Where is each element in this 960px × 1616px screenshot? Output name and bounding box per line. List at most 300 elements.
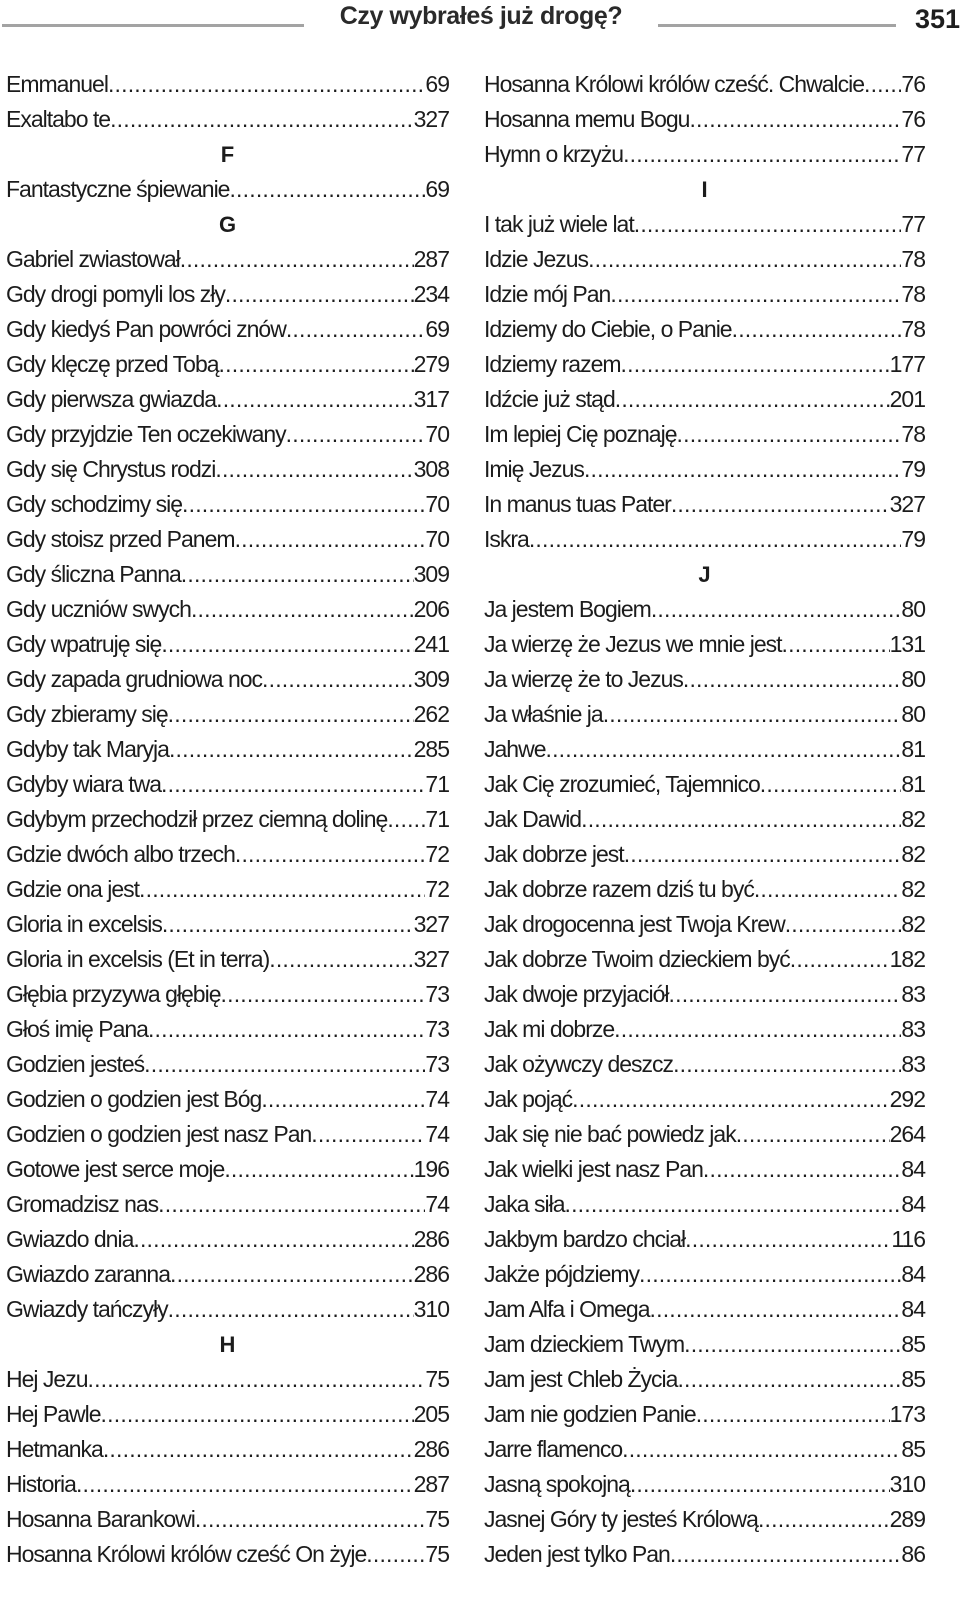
entry-page-number: 173 — [889, 1401, 925, 1427]
dot-leader — [162, 911, 414, 938]
dot-leader — [269, 946, 413, 973]
dot-leader — [168, 701, 414, 728]
index-entry — [6, 977, 449, 1012]
entry-page-number: 287 — [413, 246, 449, 272]
entry-title: Jakże pójdziemy — [484, 1261, 640, 1287]
index-entry — [6, 1082, 449, 1117]
index-entry — [484, 1152, 925, 1187]
entry-page-number: 182 — [889, 946, 925, 972]
header-rule-right — [658, 24, 896, 27]
index-entry — [484, 1432, 925, 1467]
entry-page-number: 76 — [901, 106, 925, 132]
dot-leader — [760, 771, 902, 798]
entry-title: Jak wielki jest nasz Pan — [484, 1156, 703, 1182]
dot-leader — [621, 351, 890, 378]
index-entry — [6, 382, 449, 417]
dot-leader — [545, 736, 901, 763]
entry-title: Gdy uczniów swych — [6, 596, 191, 622]
entry-page-number: 83 — [901, 1051, 925, 1077]
dot-leader — [529, 526, 902, 553]
dot-leader — [170, 1261, 414, 1288]
dot-leader — [169, 736, 414, 763]
dot-leader — [703, 1156, 902, 1183]
entry-title: Hej Pawle — [6, 1401, 101, 1427]
dot-leader — [87, 1366, 425, 1393]
index-entry — [6, 802, 449, 837]
entry-title: Hymn o krzyżu — [484, 141, 624, 167]
entry-page-number: 75 — [425, 1366, 449, 1392]
index-entry — [6, 347, 449, 382]
dot-leader — [651, 596, 902, 623]
entry-page-number: 310 — [889, 1471, 925, 1497]
entry-title: Jak dobrze Twoim dzieckiem być — [484, 946, 790, 972]
entry-title: Godzien jesteś — [6, 1051, 145, 1077]
index-entry — [6, 1187, 449, 1222]
entry-title: Gdy pierwsza gwiazda — [6, 386, 217, 412]
entry-page-number: 72 — [425, 876, 449, 902]
index-entry — [484, 627, 925, 662]
entry-page-number: 82 — [901, 841, 925, 867]
dot-leader — [790, 946, 890, 973]
index-entry — [484, 312, 925, 347]
index-entry — [484, 1187, 925, 1222]
dot-leader — [235, 841, 426, 868]
index-entry — [484, 732, 925, 767]
entry-page-number: 82 — [901, 806, 925, 832]
dot-leader — [623, 141, 901, 168]
index-entry — [6, 1292, 449, 1327]
index-entry — [484, 697, 925, 732]
entry-page-number: 75 — [425, 1541, 449, 1567]
dot-leader — [195, 1506, 426, 1533]
entry-title: Jak Cię zrozumieć, Tajemnico — [484, 771, 760, 797]
dot-leader — [650, 1296, 902, 1323]
dot-leader — [785, 911, 902, 938]
entry-page-number: 73 — [425, 981, 449, 1007]
index-entry — [484, 802, 925, 837]
entry-page-number: 264 — [889, 1121, 925, 1147]
entry-page-number: 201 — [889, 386, 925, 412]
dot-leader — [366, 1541, 425, 1568]
entry-title: Jasną spokojną — [484, 1471, 630, 1497]
entry-title: Jak pojąć — [484, 1086, 573, 1112]
page-number: 351 — [914, 4, 960, 34]
dot-leader — [261, 1086, 425, 1113]
entry-page-number: 309 — [413, 561, 449, 587]
entry-page-number: 196 — [413, 1156, 449, 1182]
entry-page-number: 78 — [901, 421, 925, 447]
dot-leader — [630, 1471, 890, 1498]
index-entry — [6, 1432, 449, 1467]
index-entry — [6, 312, 449, 347]
dot-leader — [622, 1436, 901, 1463]
entry-title: Emmanuel — [6, 71, 108, 97]
index-column-left — [6, 67, 449, 1572]
dot-leader — [286, 316, 426, 343]
dot-leader — [670, 1541, 902, 1568]
index-entry — [484, 1047, 925, 1082]
entry-title: Gwiazdo dnia — [6, 1226, 134, 1252]
entry-page-number: 205 — [413, 1401, 449, 1427]
entry-title: Idzie Jezus — [484, 246, 589, 272]
dot-leader — [161, 771, 425, 798]
entry-page-number: 74 — [425, 1191, 449, 1217]
dot-leader — [180, 246, 414, 273]
entry-title: Jam nie godzien Panie — [484, 1401, 696, 1427]
dot-leader — [614, 1016, 901, 1043]
entry-page-number: 74 — [425, 1121, 449, 1147]
entry-title: Gdyby tak Maryja — [6, 736, 169, 762]
index-entry — [6, 172, 449, 207]
entry-title: Jak mi dobrze — [484, 1016, 615, 1042]
entry-page-number: 286 — [413, 1261, 449, 1287]
entry-title: Hosanna Barankowi — [6, 1506, 195, 1532]
index-entry — [484, 662, 925, 697]
index-entry — [484, 942, 925, 977]
dot-leader — [110, 106, 414, 133]
entry-page-number: 327 — [413, 946, 449, 972]
entry-title: Ja wierzę że Jezus we mnie jest — [484, 631, 782, 657]
dot-leader — [181, 561, 414, 588]
dot-leader — [610, 281, 901, 308]
entry-title: Gdy drogi pomyli los zły — [6, 281, 225, 307]
running-header — [0, 0, 960, 50]
index-entry — [6, 557, 449, 592]
index-entry — [6, 732, 449, 767]
dot-leader — [191, 596, 414, 623]
entry-title: Głębia przyzywa głębię — [6, 981, 221, 1007]
entry-title: Jak drogocenna jest Twoja Krew — [484, 911, 785, 937]
dot-leader — [584, 456, 901, 483]
entry-title: Exaltabo te — [6, 106, 111, 132]
index-entry — [484, 102, 925, 137]
entry-page-number: 85 — [901, 1366, 925, 1392]
entry-title: Gdy klęczę przed Tobą — [6, 351, 219, 377]
index-entry — [484, 67, 925, 102]
dot-leader — [144, 1051, 425, 1078]
entry-page-number: 77 — [901, 141, 925, 167]
index-entry — [6, 1257, 449, 1292]
index-entry — [484, 242, 925, 277]
entry-page-number: 78 — [901, 316, 925, 342]
dot-leader — [229, 176, 425, 203]
dot-leader — [76, 1471, 414, 1498]
running-title: Czy wybrałeś już drogę? — [339, 2, 623, 30]
dot-leader — [758, 1506, 890, 1533]
entry-page-number: 69 — [425, 176, 449, 202]
entry-title: Jasnej Góry ty jesteś Królową — [484, 1506, 758, 1532]
index-entry — [6, 487, 449, 522]
dot-leader — [603, 701, 902, 728]
dot-leader — [139, 876, 425, 903]
entry-page-number: 327 — [889, 491, 925, 517]
entry-page-number: 85 — [901, 1331, 925, 1357]
index-entry — [484, 1467, 925, 1502]
dot-leader — [225, 281, 414, 308]
index-entry — [484, 1537, 925, 1572]
entry-title: Jaka siła — [484, 1191, 565, 1217]
index-entry — [6, 837, 449, 872]
dot-leader — [782, 631, 890, 658]
entry-title: Godzien o godzien jest nasz Pan — [6, 1121, 312, 1147]
index-entry — [6, 592, 449, 627]
dot-leader — [671, 491, 890, 518]
entry-title: Gloria in excelsis (Et in terra) — [6, 946, 270, 972]
dot-leader — [168, 1296, 414, 1323]
dot-leader — [133, 1226, 413, 1253]
index-entry — [6, 417, 449, 452]
entry-page-number: 131 — [889, 631, 925, 657]
dot-leader — [108, 71, 425, 98]
section-letter: G — [218, 211, 237, 237]
dot-leader — [683, 666, 902, 693]
index-entry — [6, 942, 449, 977]
entry-title: Jeden jest tylko Pan — [484, 1541, 670, 1567]
entry-title: Idźcie już stąd — [484, 386, 615, 412]
entry-title: Gdy wpatruję się — [6, 631, 162, 657]
entry-page-number: 69 — [425, 71, 449, 97]
entry-page-number: 77 — [901, 211, 925, 237]
dot-leader — [572, 1086, 889, 1113]
dot-leader — [182, 491, 425, 518]
entry-page-number: 85 — [901, 1436, 925, 1462]
dot-leader — [221, 981, 426, 1008]
dot-leader — [685, 1226, 891, 1253]
entry-page-number: 71 — [425, 771, 449, 797]
entry-title: Gdzie dwóch albo trzech — [6, 841, 235, 867]
index-entry — [6, 627, 449, 662]
entry-page-number: 310 — [413, 1296, 449, 1322]
index-column-right — [484, 67, 925, 1572]
entry-title: Historia — [6, 1471, 76, 1497]
index-entry — [484, 1292, 925, 1327]
index-entry — [484, 1012, 925, 1047]
entry-page-number: 262 — [413, 701, 449, 727]
dot-leader — [615, 386, 890, 413]
entry-title: Jam dzieckiem Twym — [484, 1331, 685, 1357]
entry-page-number: 286 — [413, 1226, 449, 1252]
index-entry — [484, 1082, 925, 1117]
entry-page-number: 71 — [425, 806, 449, 832]
index-entry — [6, 102, 449, 137]
section-letter: I — [701, 176, 708, 202]
entry-page-number: 116 — [891, 1226, 925, 1252]
index-entry — [484, 522, 925, 557]
entry-title: I tak już wiele lat — [484, 211, 634, 237]
entry-title: Jam Alfa i Omega — [484, 1296, 650, 1322]
index-entry — [484, 1222, 925, 1257]
entry-title: Gwiazdo zaranna — [6, 1261, 170, 1287]
entry-title: Gdy schodzimy się — [6, 491, 183, 517]
index-entry — [6, 1117, 449, 1152]
entry-page-number: 70 — [425, 421, 449, 447]
dot-leader — [103, 1436, 414, 1463]
index-entry — [484, 277, 925, 312]
dot-leader — [224, 1156, 413, 1183]
section-letter: H — [219, 1331, 236, 1357]
entry-title: Idzie mój Pan — [484, 281, 611, 307]
entry-title: Im lepiej Cię poznaję — [484, 421, 677, 447]
entry-page-number: 279 — [413, 351, 449, 377]
index-entry — [484, 977, 925, 1012]
dot-leader — [216, 386, 414, 413]
entry-page-number: 317 — [413, 386, 449, 412]
index-entry — [484, 767, 925, 802]
entry-page-number: 73 — [425, 1051, 449, 1077]
index-entry — [484, 1502, 925, 1537]
index-entry — [6, 1047, 449, 1082]
entry-title: Głoś imię Pana — [6, 1016, 148, 1042]
entry-page-number: 69 — [425, 316, 449, 342]
entry-page-number: 80 — [901, 701, 925, 727]
entry-page-number: 82 — [901, 911, 925, 937]
index-entry — [484, 1327, 925, 1362]
dot-leader — [754, 876, 902, 903]
entry-title: Gloria in excelsis — [6, 911, 162, 937]
dot-leader — [588, 246, 901, 273]
entry-title: Iskra — [484, 526, 529, 552]
entry-title: Hosanna Królowi królów cześć. Chwalcie — [484, 71, 864, 97]
entry-title: Hosanna memu Bogu — [484, 106, 690, 132]
dot-leader — [624, 841, 902, 868]
entry-title: Gwiazdy tańczyły — [6, 1296, 168, 1322]
index-entry — [484, 837, 925, 872]
entry-page-number: 74 — [425, 1086, 449, 1112]
index-entry — [484, 1362, 925, 1397]
index-entry — [484, 1117, 925, 1152]
index-entry — [6, 1467, 449, 1502]
entry-title: Jakbym bardzo chciał — [484, 1226, 686, 1252]
entry-title: Jarre flamenco — [484, 1436, 623, 1462]
entry-title: Hetmanka — [6, 1436, 103, 1462]
dot-leader — [732, 316, 902, 343]
index-entry — [6, 907, 449, 942]
entry-title: Gabriel zwiastował — [6, 246, 180, 272]
index-entry — [6, 1362, 449, 1397]
index-entry — [484, 137, 925, 172]
dot-leader — [684, 1331, 901, 1358]
dot-leader — [864, 71, 901, 98]
entry-title: Jak dobrze razem dziś tu być — [484, 876, 754, 902]
dot-leader — [673, 1051, 901, 1078]
entry-title: Gotowe jest serce moje — [6, 1156, 225, 1182]
entry-title: Jak dwoje przyjaciół — [484, 981, 669, 1007]
entry-title: Gdy zapada grudniowa noc — [6, 666, 263, 692]
entry-page-number: 83 — [901, 981, 925, 1007]
index-entry — [6, 522, 449, 557]
section-letter: J — [698, 561, 711, 587]
index-entry — [6, 67, 449, 102]
entry-page-number: 72 — [425, 841, 449, 867]
dot-leader — [101, 1401, 414, 1428]
entry-page-number: 79 — [901, 456, 925, 482]
entry-title: Jak się nie bać powiedz jak — [484, 1121, 736, 1147]
dot-leader — [148, 1016, 425, 1043]
entry-page-number: 292 — [889, 1086, 925, 1112]
entry-title: Ja wierzę że to Jezus — [484, 666, 683, 692]
index-entry — [484, 452, 925, 487]
entry-page-number: 81 — [901, 771, 925, 797]
index-entry — [484, 1397, 925, 1432]
dot-leader — [158, 1191, 425, 1218]
entry-page-number: 76 — [901, 71, 925, 97]
entry-title: Fantastyczne śpiewanie — [6, 176, 230, 202]
entry-page-number: 241 — [413, 631, 449, 657]
entry-title: Gdy się Chrystus rodzi — [6, 456, 216, 482]
entry-title: Hej Jezu — [6, 1366, 88, 1392]
dot-leader — [696, 1401, 890, 1428]
index-entry — [6, 1537, 449, 1572]
entry-page-number: 84 — [901, 1261, 925, 1287]
entry-page-number: 86 — [901, 1541, 925, 1567]
index-entry — [484, 592, 925, 627]
index-entry — [6, 697, 449, 732]
dot-leader — [677, 421, 902, 448]
dot-leader — [235, 526, 426, 553]
entry-page-number: 79 — [901, 526, 925, 552]
entry-title: Idziemy razem — [484, 351, 621, 377]
entry-title: Gdyby wiara twa — [6, 771, 162, 797]
index-entry — [484, 907, 925, 942]
dot-leader — [634, 211, 902, 238]
entry-page-number: 75 — [425, 1506, 449, 1532]
index-entry — [6, 242, 449, 277]
dot-leader — [262, 666, 414, 693]
entry-title: Jahwe — [484, 736, 546, 762]
index-entry — [6, 1152, 449, 1187]
dot-leader — [689, 106, 901, 133]
index-entry — [6, 1222, 449, 1257]
index-entry — [6, 872, 449, 907]
entry-title: Ja właśnie ja — [484, 701, 603, 727]
dot-leader — [387, 806, 425, 833]
index-entry — [484, 1257, 925, 1292]
entry-page-number: 327 — [413, 106, 449, 132]
entry-title: Jak Dawid — [484, 806, 582, 832]
dot-leader — [286, 421, 426, 448]
index-entry — [6, 767, 449, 802]
index-entry — [484, 417, 925, 452]
entry-title: Jam jest Chleb Życia — [484, 1366, 678, 1392]
entry-page-number: 84 — [901, 1296, 925, 1322]
entry-title: Gromadzisz nas — [6, 1191, 159, 1217]
dot-leader — [736, 1121, 890, 1148]
entry-title: Jak dobrze jest — [484, 841, 624, 867]
entry-title: In manus tuas Pater — [484, 491, 671, 517]
entry-page-number: 177 — [889, 351, 925, 377]
dot-leader — [677, 1366, 901, 1393]
dot-leader — [669, 981, 902, 1008]
index-entry — [484, 347, 925, 382]
dot-leader — [219, 351, 414, 378]
entry-title: Jak ożywczy deszcz — [484, 1051, 674, 1077]
index-entry — [484, 207, 925, 242]
dot-leader — [639, 1261, 901, 1288]
entry-title: Gdy stoisz przed Panem — [6, 526, 235, 552]
index-entry — [6, 662, 449, 697]
entry-page-number: 309 — [413, 666, 449, 692]
section-letter: F — [220, 141, 235, 167]
dot-leader — [311, 1121, 425, 1148]
entry-title: Godzien o godzien jest Bóg — [6, 1086, 262, 1112]
entry-page-number: 234 — [413, 281, 449, 307]
entry-title: Gdy śliczna Panna — [6, 561, 181, 587]
entry-page-number: 80 — [901, 666, 925, 692]
index-entry — [6, 1012, 449, 1047]
entry-page-number: 78 — [901, 246, 925, 272]
entry-title: Imię Jezus — [484, 456, 584, 482]
entry-page-number: 287 — [413, 1471, 449, 1497]
